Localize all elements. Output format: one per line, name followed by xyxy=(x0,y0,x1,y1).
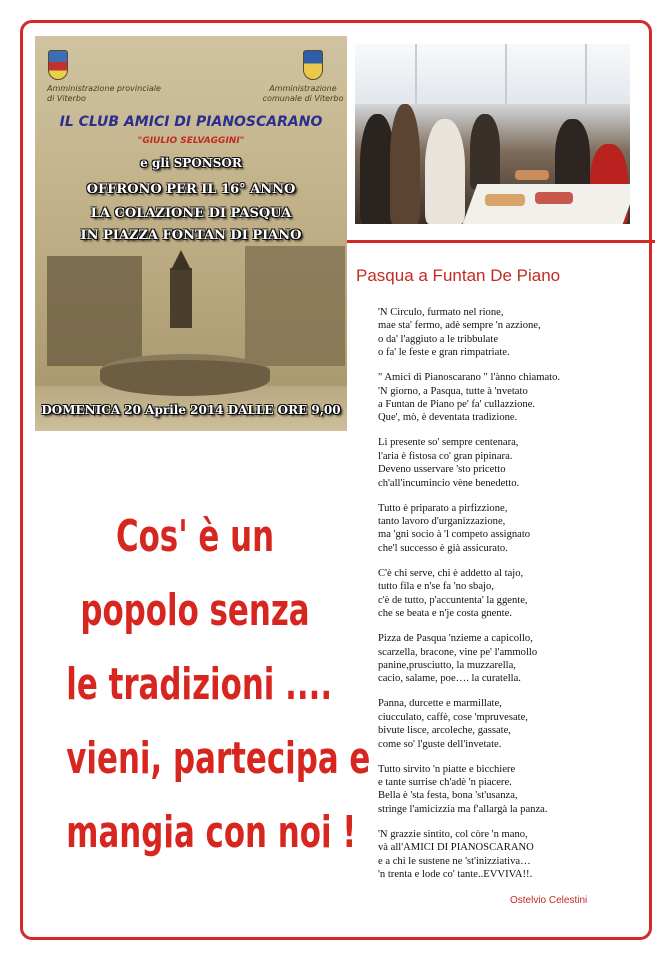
poem-line: l'aria è fistosa co' gran pipinara. xyxy=(378,450,513,462)
poem-line: Li presente so' sempre centenara, xyxy=(378,437,519,449)
poem-line: o da' l'aggiuto a le tribbulate xyxy=(378,333,499,345)
admin-comunale-label: Amministrazione comunale di Viterbo xyxy=(262,84,344,103)
slogan-line: mangia con noi ! xyxy=(66,807,357,858)
slogan-line: vieni, partecipa e xyxy=(66,733,371,784)
sponsor-line: e gli SPONSOR xyxy=(140,156,242,170)
poem-line: 'N Circulo, furmato nel rione, xyxy=(378,307,504,318)
poem-line: mae sta' fermo, adè sempre 'n azzione, xyxy=(378,320,541,332)
poem-stanza xyxy=(378,436,653,490)
poem-line: o fa' le feste e gran rimpatriate. xyxy=(378,347,510,359)
event-poster xyxy=(35,36,347,431)
poem-line: Tutto sirvito 'n piatte e bicchiere xyxy=(378,763,516,775)
poem-line: come so' l'guste dell'invetate. xyxy=(378,738,502,750)
building-right xyxy=(245,246,345,366)
poem-line: Deveno usservare 'sto pricetto xyxy=(378,464,506,476)
poem-line: 'n trenta e lode co' tante..EVVIVA!!. xyxy=(378,868,533,880)
tent-canopy xyxy=(355,44,630,104)
poem-line: Panna, durcette e marmillate, xyxy=(378,698,502,710)
poem-line: Pizza de Pasqua 'nzieme a capicollo, xyxy=(378,633,533,645)
fountain-basin xyxy=(100,354,270,396)
poem-line: e a chi le sustene ne 'st'inizziativa… xyxy=(378,855,531,867)
poem-line: " Amici di Pianoscarano " l'ànno chiamato. xyxy=(378,372,561,384)
food-tray xyxy=(515,170,549,180)
club-title: IL CLUB AMICI DI PIANOSCARANO xyxy=(59,114,323,130)
poem-line: C'è chi serve, chi è addetto al tajo, xyxy=(378,567,524,579)
slogan xyxy=(66,500,371,870)
poem-stanza xyxy=(378,567,653,621)
poem-stanza xyxy=(378,697,653,751)
anniversary-line: OFFRONO PER IL 16° ANNO xyxy=(86,182,296,197)
poem-line: a Funtan de Piano pe' fa' cullazzione. xyxy=(378,399,536,411)
food-tray xyxy=(535,192,573,204)
poem-stanza xyxy=(378,502,653,556)
poem-title: Pasqua a Funtan De Piano xyxy=(356,266,561,285)
poem-line: 'N grazzie sintito, col còre 'n mano, xyxy=(378,828,528,840)
divider-line xyxy=(340,240,655,243)
poem-stanza xyxy=(378,828,653,882)
tent-pole xyxy=(585,44,587,104)
poem-text xyxy=(378,306,653,893)
club-subtitle: "GIULIO SELVAGGINI" xyxy=(137,136,245,146)
poem-line: che'l successo è già assicurato. xyxy=(378,542,508,554)
poem-line: tutto fila e n'se fa 'no sbajo, xyxy=(378,581,494,593)
person-figure xyxy=(425,119,465,224)
comunal-crest-icon xyxy=(303,50,323,80)
person-figure xyxy=(390,104,420,224)
provincial-crest-icon xyxy=(48,50,68,80)
poem-stanza xyxy=(378,763,653,817)
poem-line: stringe l'amicizzia ma f'allargà la panza. xyxy=(378,803,548,815)
event-photo xyxy=(355,44,630,224)
slogan-line: popolo senza xyxy=(80,585,310,636)
event-date: DOMENICA 20 Aprile 2014 DALLE ORE 9,00 xyxy=(41,403,341,417)
poem-line: bivute lisce, arcoleche, gassate, xyxy=(378,725,511,737)
poem-line: ma 'gni socio à 'l competo assignato xyxy=(378,529,531,541)
building-left xyxy=(47,256,142,366)
poem-line: Que', mò, è deventata tradizione. xyxy=(378,412,518,424)
location-line: IN PIAZZA FONTAN DI PIANO xyxy=(80,228,302,243)
poem-line: panine,prusciutto, la muzzarella, xyxy=(378,659,516,671)
poem-line: c'è de tutto, p'accuntenta' la ggente, xyxy=(378,594,528,606)
poem-author: Ostelvio Celestini xyxy=(510,895,588,906)
tent-pole xyxy=(415,44,417,104)
poem-line: ch'all'incumincio vène benedetto. xyxy=(378,477,520,489)
fountain-column xyxy=(170,268,192,328)
poem-stanza xyxy=(378,371,653,425)
poem-line: tanto lavoro d'urganizzazione, xyxy=(378,516,506,528)
fountain-spire xyxy=(171,250,191,270)
person-figure xyxy=(470,114,500,189)
poem-line: ciucculato, caffè, cose 'mpruvesate, xyxy=(378,711,528,723)
poem-line: cacio, salame, poe…. la curatella. xyxy=(378,673,521,685)
poem-line: Bella è 'sta festa, bona 'st'usanza, xyxy=(378,790,518,802)
poem-stanza xyxy=(378,306,653,360)
poem-line: 'N giorno, a Pasqua, tutte à 'nvetato xyxy=(378,385,528,397)
poem-line: che se beata e n'je costa gnente. xyxy=(378,608,512,620)
poem-line: scarzella, bracone, vine pe' l'ammollo xyxy=(378,646,538,658)
poem-line: e tante surrise ch'adè 'n piacere. xyxy=(378,776,512,788)
slogan-line: le tradizioni .... xyxy=(66,659,333,710)
food-tray xyxy=(485,194,525,206)
poem-stanza xyxy=(378,632,653,686)
slogan-line: Cos' è un xyxy=(115,511,275,562)
poem-line: và all'AMICI DI PIANOSCARANO xyxy=(378,842,534,854)
admin-provincial-label: Amministrazione provinciale di Viterbo xyxy=(47,84,161,103)
breakfast-line: LA COLAZIONE DI PASQUA xyxy=(90,206,292,221)
tent-pole xyxy=(505,44,507,104)
poem-line: Tutto è priparato a pirfizzione, xyxy=(378,502,508,514)
